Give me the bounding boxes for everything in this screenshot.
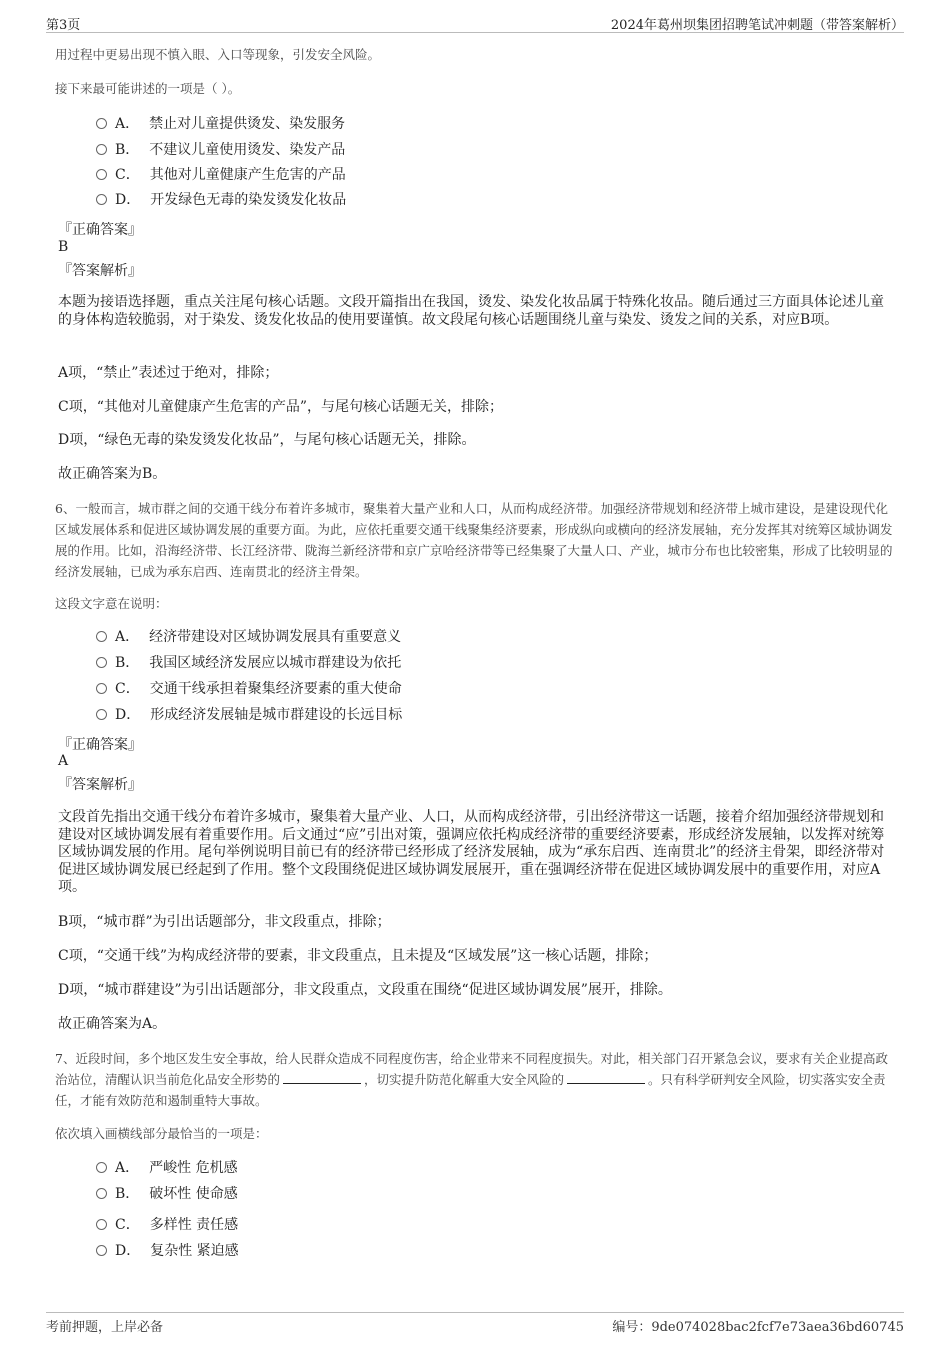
- q7-stem: 7、近段时间，多个地区发生安全事故，给人民群众造成不同程度伤害，给企业带来不同程度损失。对此，相关部门召开紧急会议，要求有关企业提高政治站位，清醒认识当前危化品安全形势的 ，切实提升防范化解重大安全风险的 。只有科学研判安全风险，切实落实安全责任，才能有效防范和遏制重特大事故。: [55, 1051, 888, 1108]
- q5-option-b[interactable]: B． 不建议儿童使用烫发、染发产品: [96, 140, 345, 160]
- radio-icon[interactable]: [96, 1219, 107, 1230]
- q6-answer-label: 『正确答案』: [58, 737, 142, 753]
- q5-prompt: 接下来最可能讲述的一项是（ ）。: [55, 81, 241, 96]
- footer-slogan: 考前押题，上岸必备: [46, 1320, 164, 1335]
- q6-analysis-paragraph: 文段首先指出交通干线分布着许多城市，聚集着大量产业、人口，从而构成经济带，引出经济带这一话题，接着介绍加强经济带规划和建设对区域协调发展有着重要作用。后文通过“应”引出对策，强调应依托构成经济带的重要经济要素，形成经济发展轴，以发挥对统筹区域协调发展的作用。尾句举例说明目前已有的经济带已经形成了经济发展轴，成为“承东启西、连南贯北”的经济主骨架，即经济带对促进区域协调发展已经起到了作用。整个文段围绕促进区域协调发展展开，重在强调经济带在促进区域协调发展中的重要作用，对应A项。: [58, 809, 885, 895]
- q5-option-c[interactable]: C． 其他对儿童健康产生危害的产品: [96, 165, 346, 185]
- page-number: 第3页: [46, 18, 81, 33]
- q6-analysis-d: D项，“城市群建设”为引出话题部分，非文段重点，文段重在围绕“促进区域协调发展”展开，排除。: [58, 982, 672, 998]
- radio-icon[interactable]: [96, 709, 107, 720]
- document-title: 2024年葛州坝集团招聘笔试冲刺题（带答案解析）: [610, 18, 904, 33]
- radio-icon[interactable]: [96, 194, 107, 205]
- q6-prompt: 这段文字意在说明：: [55, 596, 168, 611]
- q6-answer: A: [58, 753, 69, 769]
- q5-answer: B: [58, 239, 69, 255]
- q6-option-a[interactable]: A． 经济带建设对区域协调发展具有重要意义: [96, 627, 401, 647]
- q5-option-d[interactable]: D． 开发绿色无毒的染发烫发化妆品: [96, 190, 346, 210]
- q5-analysis-d: D项，“绿色无毒的染发烫发化妆品”，与尾句核心话题无关，排除。: [58, 432, 476, 448]
- q6-option-d[interactable]: D． 形成经济发展轴是城市群建设的长远目标: [96, 705, 402, 725]
- q7-option-d[interactable]: D． 复杂性 紧迫感: [96, 1241, 239, 1261]
- q6-option-c[interactable]: C． 交通干线承担着聚集经济要素的重大使命: [96, 679, 402, 699]
- q7-option-b[interactable]: B． 破坏性 使命感: [96, 1184, 238, 1204]
- fill-blank-2[interactable]: [567, 1071, 645, 1084]
- q5-option-a[interactable]: A． 禁止对儿童提供烫发、染发服务: [96, 114, 345, 134]
- q5-analysis-label: 『答案解析』: [58, 263, 142, 279]
- radio-icon[interactable]: [96, 1245, 107, 1256]
- q5-conclusion: 故正确答案为B。: [58, 466, 167, 482]
- radio-icon[interactable]: [96, 631, 107, 642]
- radio-icon[interactable]: [96, 1188, 107, 1199]
- q5-intro-tail: 用过程中更易出现不慎入眼、入口等现象，引发安全风险。: [55, 47, 381, 62]
- page-header: [46, 12, 904, 33]
- q6-conclusion: 故正确答案为A。: [58, 1016, 167, 1032]
- q5-analysis-paragraph: 本题为接语选择题，重点关注尾句核心话题。文段开篇指出在我国，烫发、染发化妆品属于特殊化妆品。随后通过三方面具体论述儿童的身体构造较脆弱，对于染发、烫发化妆品的使用要谨慎。故文段尾句核心话题围绕儿童与染发、烫发之间的关系，对应B项。: [58, 294, 884, 328]
- q5-analysis-c: C项，“其他对儿童健康产生危害的产品”，与尾句核心话题无关，排除；: [58, 399, 504, 415]
- q6-analysis-b: B项，“城市群”为引出话题部分，非文段重点，排除；: [58, 914, 391, 930]
- page-footer: [46, 1312, 904, 1335]
- radio-icon[interactable]: [96, 118, 107, 129]
- radio-icon[interactable]: [96, 169, 107, 180]
- q6-option-b[interactable]: B． 我国区域经济发展应以城市群建设为依托: [96, 653, 401, 673]
- radio-icon[interactable]: [96, 144, 107, 155]
- q5-answer-label: 『正确答案』: [58, 222, 142, 238]
- radio-icon[interactable]: [96, 657, 107, 668]
- q7-prompt: 依次填入画横线部分最恰当的一项是：: [55, 1126, 268, 1141]
- document-code: 编号：9de074028bac2fcf7e73aea36bd60745: [612, 1320, 904, 1335]
- q5-analysis-a: A项，“禁止”表述过于绝对，排除；: [58, 365, 279, 381]
- fill-blank-1[interactable]: [283, 1071, 361, 1084]
- q6-analysis-c: C项，“交通干线”为构成经济带的要素，非文段重点，且未提及“区域发展”这一核心话题，排除；: [58, 948, 658, 964]
- q7-option-a[interactable]: A． 严峻性 危机感: [96, 1158, 238, 1178]
- radio-icon[interactable]: [96, 1162, 107, 1173]
- q6-analysis-label: 『答案解析』: [58, 777, 142, 793]
- radio-icon[interactable]: [96, 683, 107, 694]
- q7-option-c[interactable]: C． 多样性 责任感: [96, 1215, 238, 1235]
- q6-stem: 6、一般而言，城市群之间的交通干线分布着许多城市，聚集着大量产业和人口，从而构成经济带。加强经济带规划和经济带上城市建设，是建设现代化区域发展体系和促进区域协调发展的重要方面。为此，应依托重要交通干线聚集经济要素，形成纵向或横向的经济发展轴，充分发挥其对统筹区域协调发展的作用。比如，沿海经济带、长江经济带、陇海兰新经济带和京广京哈经济带等已经集聚了大量人口、产业，城市分布也比较密集，形成了比较明显的经济发展轴，已成为承东启西、连南贯北的经济主骨架。: [55, 501, 893, 579]
